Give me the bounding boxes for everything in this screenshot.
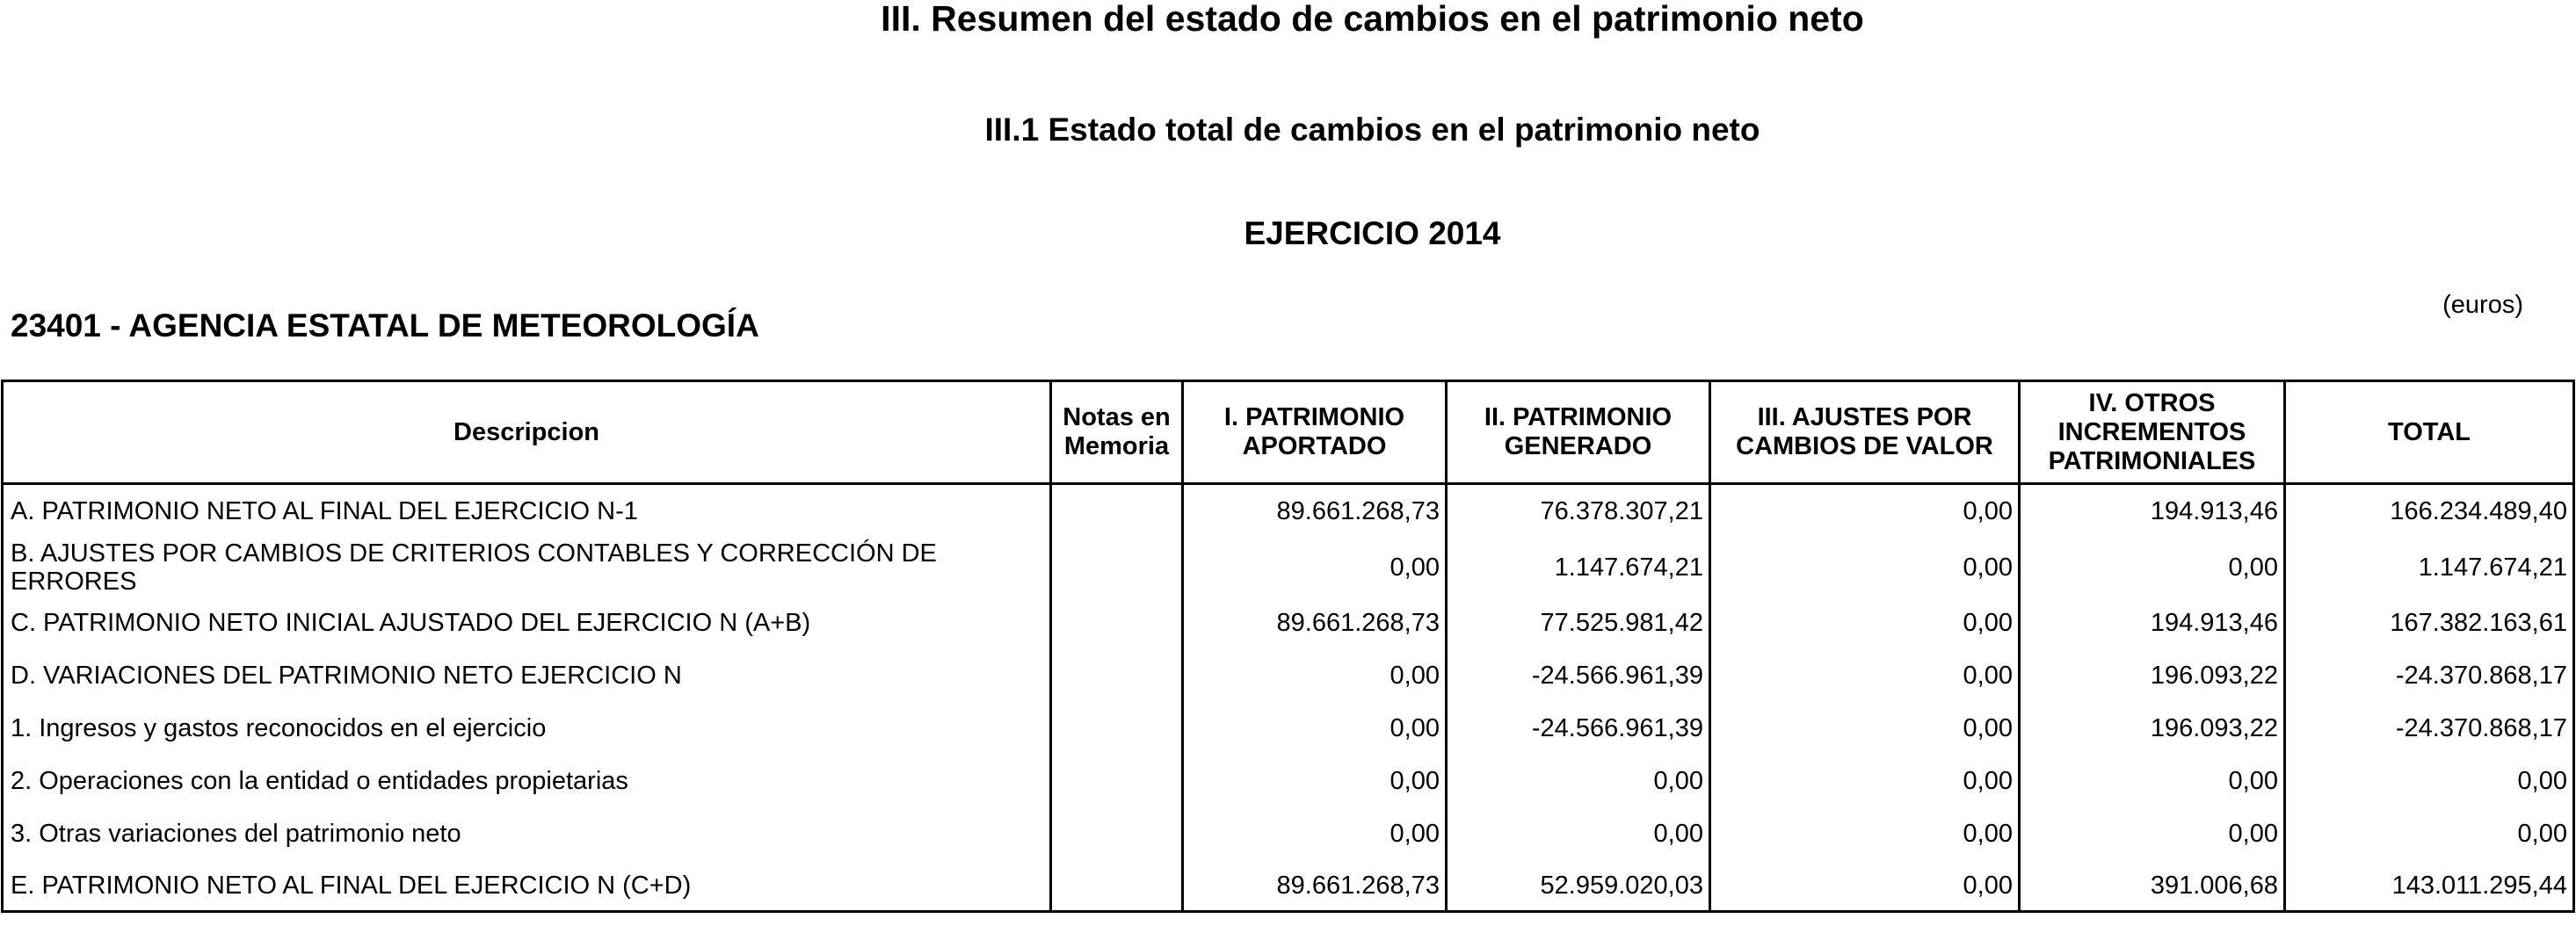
row-description: B. AJUSTES POR CAMBIOS DE CRITERIOS CONTABLES Y CORRECCIÓN DE ERRORES xyxy=(3,538,1051,597)
row-description: A. PATRIMONIO NETO AL FINAL DEL EJERCICIO N-1 xyxy=(3,484,1051,539)
row-ajustes-valor: 0,00 xyxy=(1710,755,2020,807)
entity-name: 23401 - AGENCIA ESTATAL DE METEOROLOGÍA xyxy=(11,307,759,344)
row-description: E. PATRIMONIO NETO AL FINAL DEL EJERCICIO N (C+D) xyxy=(3,860,1051,912)
row-description: 1. Ingresos y gastos reconocidos en el ejercicio xyxy=(3,702,1051,755)
row-notas xyxy=(1051,649,1183,702)
row-otros-incrementos: 194.913,46 xyxy=(2020,484,2285,539)
col-header-label: TOTAL xyxy=(2388,417,2471,446)
row-ajustes-valor: 0,00 xyxy=(1710,484,2020,539)
row-patrimonio-generado: 76.378.307,21 xyxy=(1447,484,1710,539)
fiscal-year-title: EJERCICIO 2014 xyxy=(1244,215,1501,251)
row-total: 1.147.674,21 xyxy=(2285,538,2574,597)
row-patrimonio-generado: 0,00 xyxy=(1447,755,1710,807)
col-header-label: III. AJUSTES POR xyxy=(1757,403,1972,431)
table-header-row xyxy=(3,381,2574,484)
row-otros-incrementos: 194.913,46 xyxy=(2020,597,2285,649)
equity-changes-table xyxy=(1,380,2575,913)
col-header-patrimonio-aportado xyxy=(1183,381,1447,484)
row-notas xyxy=(1051,484,1183,539)
row-patrimonio-aportado: 0,00 xyxy=(1183,807,1447,860)
row-notas xyxy=(1051,807,1183,860)
table-row xyxy=(3,597,2574,649)
row-ajustes-valor: 0,00 xyxy=(1710,597,2020,649)
table-row xyxy=(3,860,2574,912)
col-header-label: INCREMENTOS xyxy=(2057,417,2246,446)
row-otros-incrementos: 0,00 xyxy=(2020,807,2285,860)
col-header-label: CAMBIOS DE VALOR xyxy=(1736,432,1993,460)
row-total: 143.011.295,44 xyxy=(2285,860,2574,912)
row-patrimonio-generado: 52.959.020,03 xyxy=(1447,860,1710,912)
row-description: C. PATRIMONIO NETO INICIAL AJUSTADO DEL EJERCICIO N (A+B) xyxy=(3,597,1051,649)
row-patrimonio-aportado: 89.661.268,73 xyxy=(1183,597,1447,649)
row-total: 167.382.163,61 xyxy=(2285,597,2574,649)
row-total: 0,00 xyxy=(2285,807,2574,860)
row-patrimonio-generado: 1.147.674,21 xyxy=(1447,538,1710,597)
row-total: 166.234.489,40 xyxy=(2285,484,2574,539)
col-header-total xyxy=(2285,381,2574,484)
table-row xyxy=(3,755,2574,807)
row-otros-incrementos: 196.093,22 xyxy=(2020,702,2285,755)
col-header-label: Descripcion xyxy=(454,417,599,446)
row-description: 2. Operaciones con la entidad o entidades propietarias xyxy=(3,755,1051,807)
col-header-ajustes-valor xyxy=(1710,381,2020,484)
row-ajustes-valor: 0,00 xyxy=(1710,649,2020,702)
row-ajustes-valor: 0,00 xyxy=(1710,702,2020,755)
row-total: 0,00 xyxy=(2285,755,2574,807)
currency-units: (euros) xyxy=(2442,291,2523,319)
main-title: III. Resumen del estado de cambios en el patrimonio neto xyxy=(881,0,1864,39)
row-ajustes-valor: 0,00 xyxy=(1710,807,2020,860)
row-notas xyxy=(1051,860,1183,912)
table-row xyxy=(3,702,2574,755)
table-row xyxy=(3,649,2574,702)
row-patrimonio-aportado: 0,00 xyxy=(1183,702,1447,755)
row-notas xyxy=(1051,755,1183,807)
row-patrimonio-aportado: 0,00 xyxy=(1183,538,1447,597)
row-total: -24.370.868,17 xyxy=(2285,702,2574,755)
row-patrimonio-aportado: 0,00 xyxy=(1183,755,1447,807)
col-header-label: Memoria xyxy=(1063,432,1170,460)
table-row xyxy=(3,538,2574,597)
row-patrimonio-aportado: 89.661.268,73 xyxy=(1183,860,1447,912)
row-notas xyxy=(1051,702,1183,755)
row-description: 3. Otras variaciones del patrimonio neto xyxy=(3,807,1051,860)
col-header-label: II. PATRIMONIO xyxy=(1484,403,1673,431)
col-header-label: GENERADO xyxy=(1504,432,1652,460)
col-header-label: PATRIMONIALES xyxy=(2048,446,2256,475)
row-patrimonio-generado: 0,00 xyxy=(1447,807,1710,860)
row-patrimonio-generado: -24.566.961,39 xyxy=(1447,649,1710,702)
col-header-otros-incrementos xyxy=(2020,381,2285,484)
row-ajustes-valor: 0,00 xyxy=(1710,538,2020,597)
row-otros-incrementos: 0,00 xyxy=(2020,755,2285,807)
row-total: -24.370.868,17 xyxy=(2285,649,2574,702)
row-notas xyxy=(1051,538,1183,597)
row-patrimonio-generado: -24.566.961,39 xyxy=(1447,702,1710,755)
col-header-notas xyxy=(1051,381,1183,484)
row-patrimonio-aportado: 89.661.268,73 xyxy=(1183,484,1447,539)
table-row xyxy=(3,807,2574,860)
table-row xyxy=(3,484,2574,539)
row-description: D. VARIACIONES DEL PATRIMONIO NETO EJERCICIO N xyxy=(3,649,1051,702)
col-header-descripcion xyxy=(3,381,1051,484)
col-header-label: I. PATRIMONIO xyxy=(1223,403,1405,431)
row-patrimonio-generado: 77.525.981,42 xyxy=(1447,597,1710,649)
col-header-label: IV. OTROS xyxy=(2088,388,2216,417)
row-otros-incrementos: 196.093,22 xyxy=(2020,649,2285,702)
row-otros-incrementos: 391.006,68 xyxy=(2020,860,2285,912)
col-header-label: Notas en xyxy=(1063,403,1171,431)
col-header-patrimonio-generado xyxy=(1447,381,1710,484)
row-otros-incrementos: 0,00 xyxy=(2020,538,2285,597)
row-ajustes-valor: 0,00 xyxy=(1710,860,2020,912)
col-header-label: APORTADO xyxy=(1242,432,1387,460)
row-notas xyxy=(1051,597,1183,649)
sub-title: III.1 Estado total de cambios en el patrimonio neto xyxy=(984,112,1760,148)
row-patrimonio-aportado: 0,00 xyxy=(1183,649,1447,702)
